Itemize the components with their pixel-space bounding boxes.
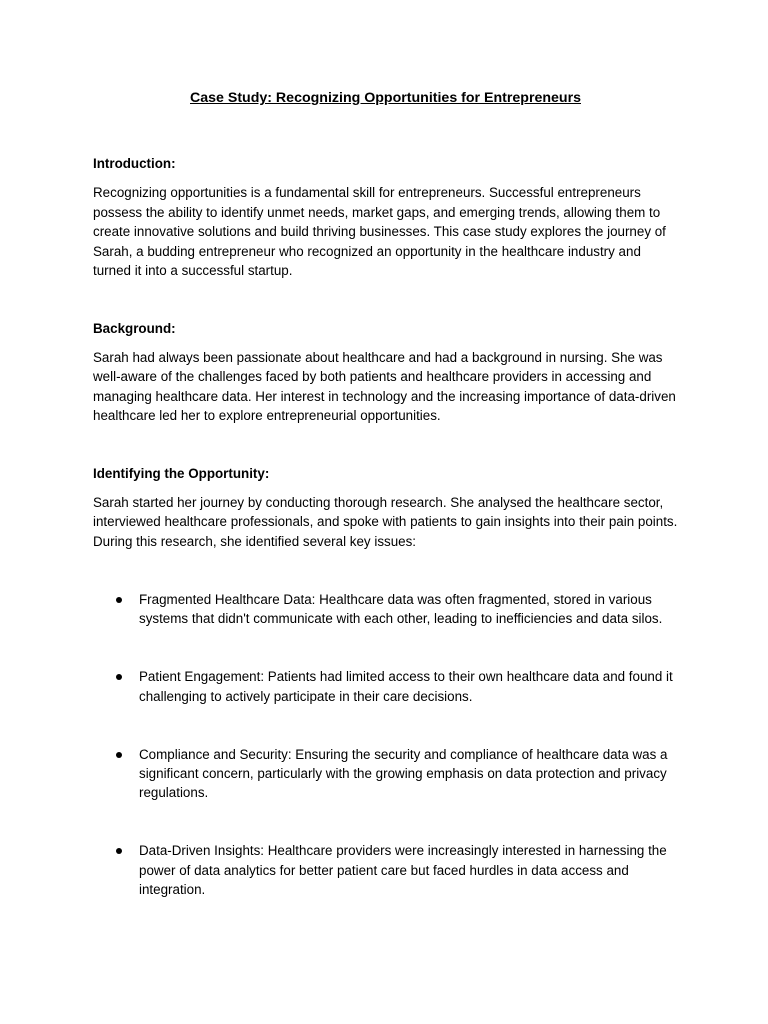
section-heading: Introduction:	[93, 156, 176, 171]
bullet-icon	[116, 674, 122, 680]
list-item-text: Patient Engagement: Patients had limited access to their own healthcare data and found it challenging to actively participate in their care decisions.	[139, 669, 673, 704]
list-item-text: Compliance and Security: Ensuring the security and compliance of healthcare data was a significant concern, particularly with the growing emphasis on data protection and privacy regulations.	[139, 746, 668, 801]
section-heading: Identifying the Opportunity:	[93, 465, 270, 481]
section-paragraph: Sarah started her journey by conducting thorough research. She analysed the healthcare sector, interviewed healthcare professionals, and spoke with patients to gain insights into their pain points. During this research, she identified several key issues:	[93, 494, 678, 549]
section-paragraph: Sarah had always been passionate about healthcare and had a background in nursing. She was well-aware of the challenges faced by both patients and healthcare providers in accessing and managing healthcare data. Her interest in technology and the increasing importance of data-driven healthcare led her to explore entrepreneurial opportunities.	[93, 349, 676, 423]
list-item-text: Fragmented Healthcare Data: Healthcare data was often fragmented, stored in various systems that didn't communicate with each other, leading to inefficiencies and data silos.	[139, 592, 663, 627]
bullet-icon	[116, 752, 122, 758]
section-background	[93, 319, 678, 426]
section-identifying-opportunity	[93, 464, 678, 552]
page-title: Case Study: Recognizing Opportunities for Entrepreneurs	[190, 90, 581, 106]
list-item	[93, 667, 678, 705]
section-introduction	[93, 154, 678, 281]
document-page	[93, 88, 678, 938]
section-heading: Background:	[93, 320, 176, 336]
list-item	[93, 841, 678, 899]
list-item	[93, 590, 678, 628]
section-paragraph: Recognizing opportunities is a fundamental skill for entrepreneurs. Successful entrepreneurs possess the ability to identify unmet needs, market gaps, and emerging trends, allowing them to create innovative solutions and build thriving businesses. This case study explores the journey of Sarah, a budding entrepreneur who recognized an opportunity in the healthcare industry and turned it into a successful startup.	[93, 185, 666, 278]
key-issues-list	[93, 590, 678, 899]
list-item	[93, 745, 678, 803]
bullet-icon	[116, 848, 122, 854]
bullet-icon	[116, 597, 122, 603]
list-item-text: Data-Driven Insights: Healthcare providers were increasingly interested in harnessing the power of data analytics for better patient care but faced hurdles in data access and integration.	[139, 843, 667, 897]
